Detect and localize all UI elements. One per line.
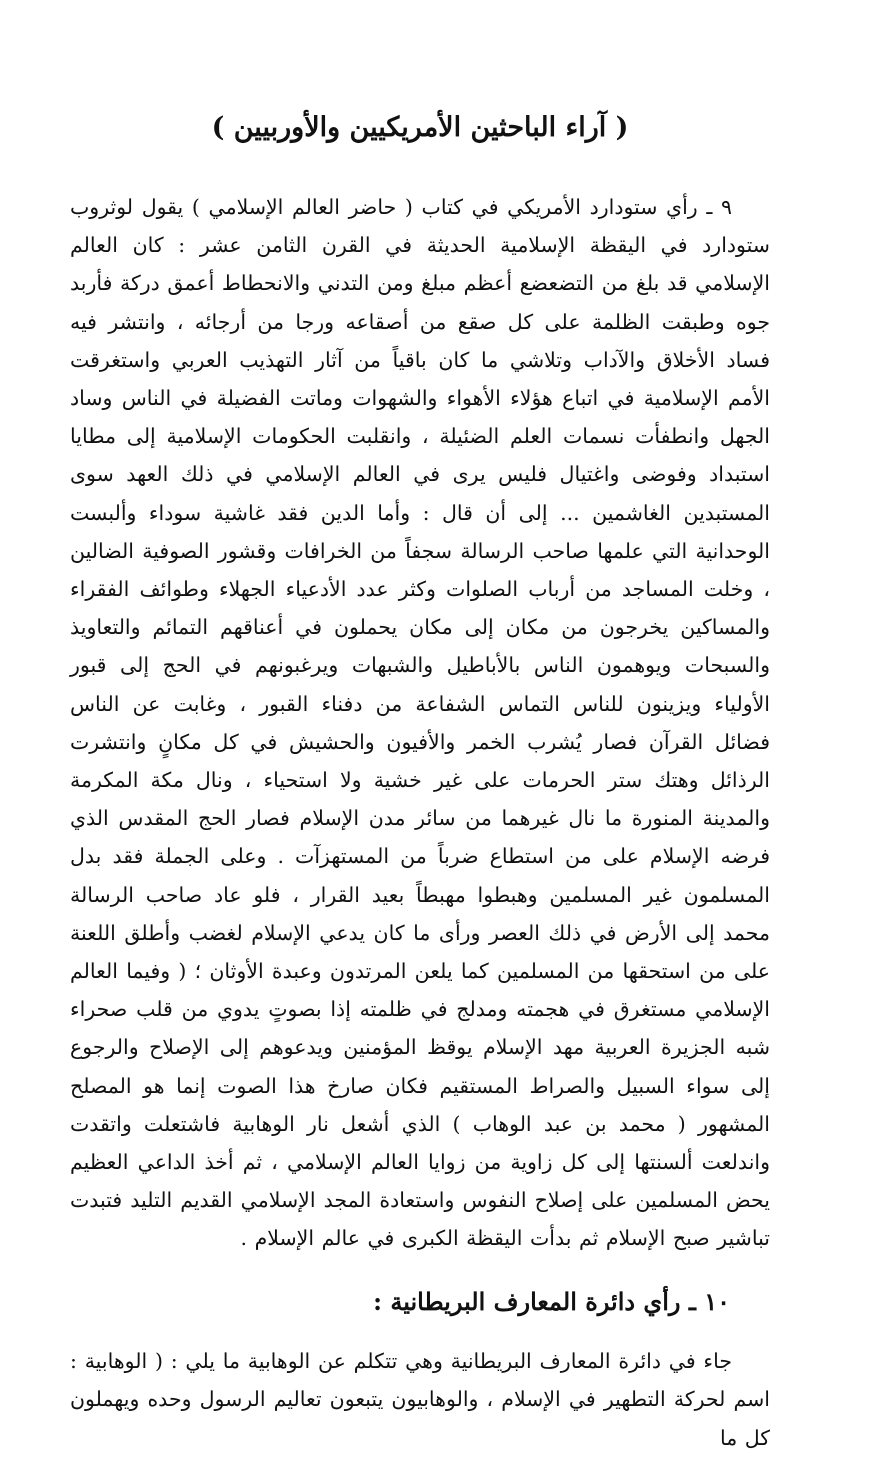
paragraph-stoddard-opinion: ٩ ـ رأي ستودارد الأمريكي في كتاب ( حاضر العالم الإسلامي ) يقول لوثروب ستودارد في اليقظة الإسلامية الحديثة في القرن الثامن عشر : كان العالم الإسلامي قد بلغ من التضعضع أعظم مبلغ ومن التدني والانحطاط أعمق دركة فأربد جوه وطبقت الظلمة على كل صقع من أصقاعه ورجا من أرجائه ، وانتشر فيه فساد الأخلاق والآداب وتلاشي ما كان باقياً من آثار التهذيب العربي واستغرقت الأمم الإسلامية في اتباع هؤلاء الأهواء والشهوات وماتت الفضيلة في الناس وساد الجهل وانطفأت نسمات العلم الضئيلة ، وانقلبت الحكومات الإسلامية إلى مطايا استبداد وفوضى واغتيال فليس يرى في العالم الإسلامي في ذلك العهد سوى المستبدين الغاشمين ... إلى أن قال : وأما الدين فقد غاشية سوداء وألبست الوحدانية التي علمها صاحب الرسالة سجفاً من الخرافات وقشور الصوفية الضالين ، وخلت المساجد من أرباب الصلوات وكثر عدد الأدعياء الجهلاء وطوائف الفقراء والمساكين يخرجون من مكان إلى مكان يحملون في أعناقهم التمائم والتعاويذ والسبحات ويوهمون الناس بالأباطيل والشبهات ويرغبونهم في الحج إلى قبور الأولياء ويزينون للناس التماس الشفاعة من دفناء القبور ، وغابت عن الناس فضائل القرآن فصار يُشرب الخمر والأفيون والحشيش في كل مكانٍ وانتشرت الرذائل وهتك ستر الحرمات على غير خشية ولا استحياء ، ونال مكة المكرمة والمدينة المنورة ما نال غيرهما من سائر مدن الإسلام فصار الحج المقدس الذي فرضه الإسلام على من استطاع ضرباً من المستهزآت . وعلى الجملة فقد بدل المسلمون غير المسلمين وهبطوا مهبطاً بعيد القرار ، فلو عاد صاحب الرسالة محمد إلى الأرض في ذلك العصر ورأى ما كان يدعي الإسلام لغضب وأطلق اللعنة على من استحقها من المسلمين كما يلعن المرتدون وعبدة الأوثان ؛ ( وفيما العالم الإسلامي مستغرق في هجمته ومدلج في ظلمته إذا بصوتٍ يدوي من قلب صحراء شبه الجزيرة العربية مهد الإسلام يوقظ المؤمنين ويدعوهم إلى الإصلاح والرجوع إلى سواء السبيل والصراط المستقيم فكان صارخ هذا الصوت إنما هو المصلح المشهور ( محمد بن عبد الوهاب ) الذي أشعل نار الوهابية فاشتعلت واتقدت واندلعت ألسنتها إلى كل زاوية من زوايا العالم الإسلامي ، ثم أخذ الداعي العظيم يحض المسلمين على إصلاح النفوس واستعادة المجد الإسلامي القديم التليد فتبدت تباشير صبح الإسلام ثم بدأت اليقظة الكبرى في عالم الإسلام . [70, 195, 770, 1251]
page-heading: ( آراء الباحثين الأمريكيين والأوربيين ) [211, 112, 629, 143]
section-heading-britannica: ١٠ ـ رأي دائرة المعارف البريطانية : [373, 1286, 730, 1316]
paragraph-britannica-opinion: جاء في دائرة المعارف البريطانية وهي تتكلم عن الوهابية ما يلي : ( الوهابية : اسم لحركة التطهير في الإسلام ، والوهابيون يتبعون تعاليم الرسول وحده ويهملون كل ما [70, 1348, 770, 1450]
document-page [70, 90, 770, 1457]
